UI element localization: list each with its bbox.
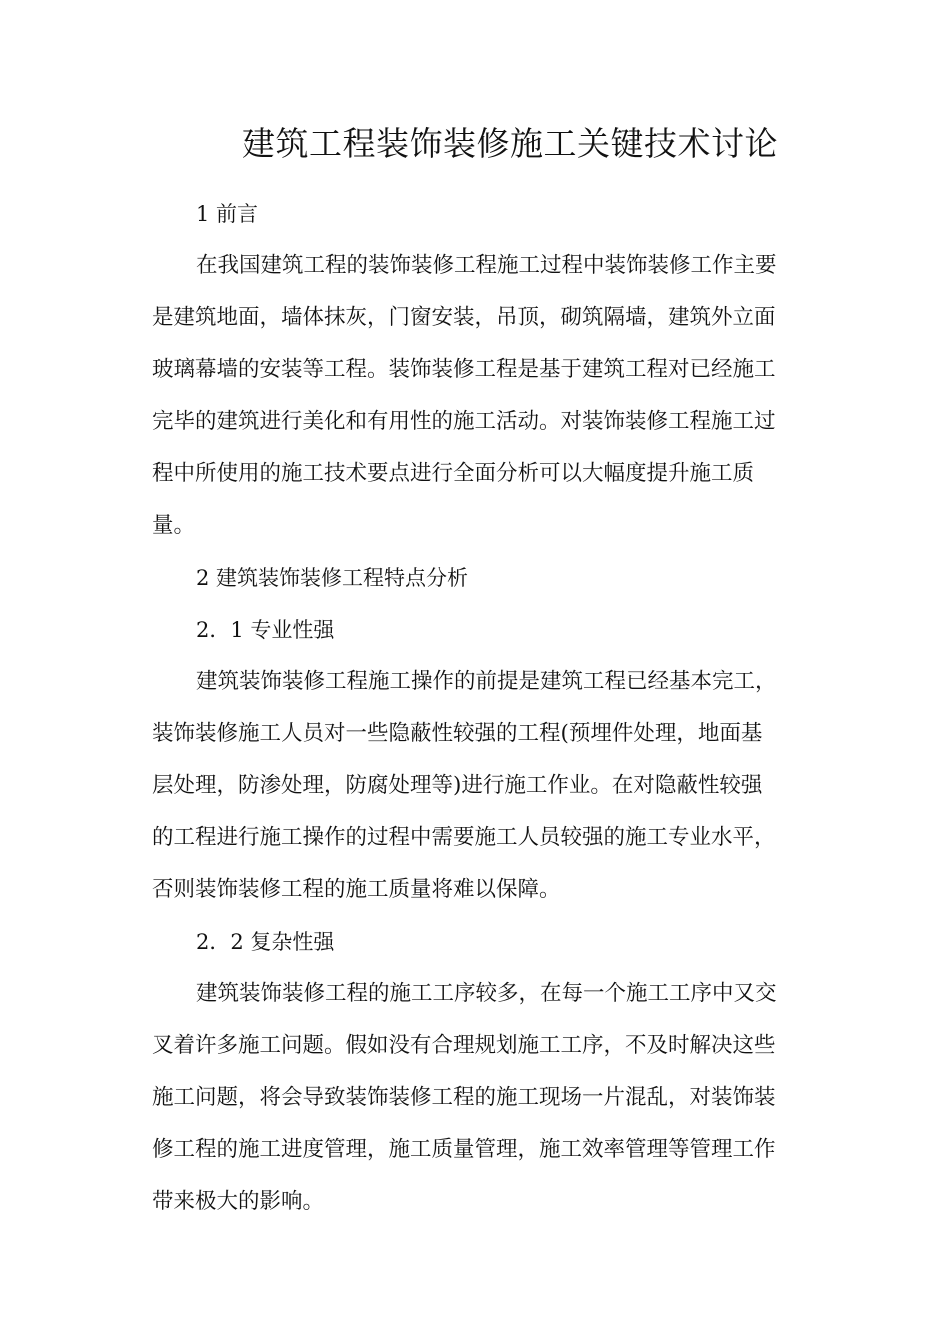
- paragraph-line: 程中所使用的施工技术要点进行全面分析可以大幅度提升施工质: [152, 461, 755, 486]
- paragraph-line: 叉着许多施工问题。假如没有合理规划施工工序，不及时解决这些: [152, 1033, 776, 1058]
- paragraph-line: 完毕的建筑进行美化和有用性的施工活动。对装饰装修工程施工过: [152, 409, 776, 434]
- paragraph-complexity: [152, 968, 802, 1228]
- subsection-heading-complexity: 2．2 复杂性强: [196, 930, 335, 954]
- paragraph-line: 装饰装修施工人员对一些隐蔽性较强的工程(预埋件处理，地面基: [152, 721, 763, 746]
- paragraph-line: 是建筑地面，墙体抹灰，门窗安装，吊顶，砌筑隔墙，建筑外立面: [152, 305, 776, 330]
- subsection-heading-professional: 2．1 专业性强: [196, 618, 335, 642]
- section-heading-features: 2 建筑装饰装修工程特点分析: [196, 566, 469, 590]
- paragraph-line: 的工程进行施工操作的过程中需要施工人员较强的施工专业水平，: [152, 825, 776, 850]
- paragraph-line: 建筑装饰装修工程的施工工序较多，在每一个施工工序中又交: [196, 981, 777, 1006]
- paragraph-line: 玻璃幕墙的安装等工程。装饰装修工程是基于建筑工程对已经施工: [152, 357, 776, 382]
- section-heading-preface: 1 前言: [196, 202, 259, 226]
- paragraph-line: 量。: [152, 513, 196, 538]
- paragraph-line: 带来极大的影响。: [152, 1189, 325, 1214]
- paragraph-line: 修工程的施工进度管理，施工质量管理，施工效率管理等管理工作: [152, 1137, 776, 1162]
- paragraph-line: 施工问题，将会导致装饰装修工程的施工现场一片混乱，对装饰装: [152, 1085, 776, 1110]
- paragraph-professional: [152, 656, 802, 916]
- paragraph-line: 否则装饰装修工程的施工质量将难以保障。: [152, 877, 561, 902]
- document-title: 建筑工程装饰装修施工关键技术讨论: [242, 124, 778, 163]
- document-body: [152, 188, 802, 1228]
- paragraph-preface: [152, 240, 802, 552]
- paragraph-line: 建筑装饰装修工程施工操作的前提是建筑工程已经基本完工，: [196, 669, 777, 694]
- paragraph-line: 层处理，防渗处理，防腐处理等)进行施工作业。在对隐蔽性较强: [152, 773, 763, 798]
- paragraph-line: 在我国建筑工程的装饰装修工程施工过程中装饰装修工作主要: [196, 253, 777, 278]
